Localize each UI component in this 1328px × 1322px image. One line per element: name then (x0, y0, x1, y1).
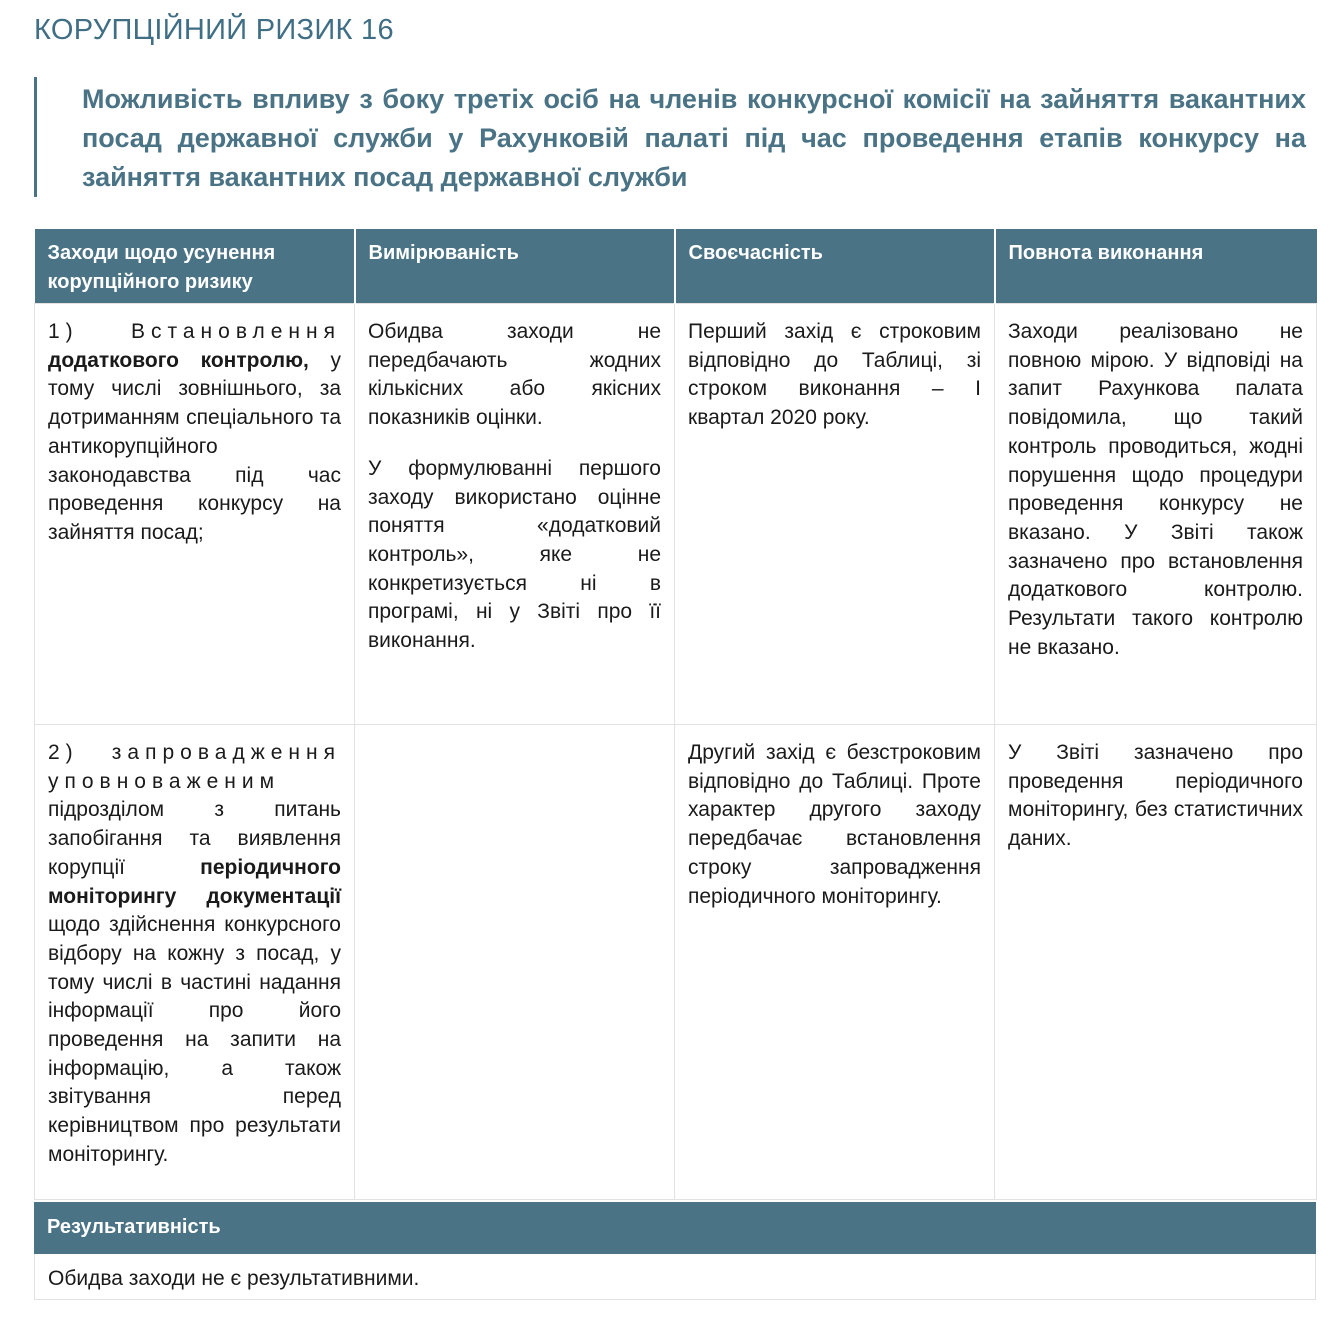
table-header-row (35, 229, 1317, 304)
measure-1-bold: додаткового контролю, (48, 348, 309, 372)
measurability-paragraph: У формулюванні першого заходу використано оцінне поняття «додатковий контроль», яке не конкретизується ні в програмі, ні у Звіті про її виконання. (368, 456, 661, 653)
measure-2-bold: періодичного моніторингу документації (48, 855, 341, 908)
table-row (35, 725, 1317, 1200)
result-text: Обидва заходи не є результативними. (34, 1254, 1316, 1300)
cell-measure-1 (35, 304, 355, 725)
cell-measurability-2 (355, 725, 675, 1200)
cell-completeness-1 (995, 304, 1317, 725)
cell-measure-2 (35, 725, 355, 1200)
result-header: Результативність (34, 1202, 1316, 1254)
title-accent-bar (34, 77, 37, 197)
cell-measurability-1 (355, 304, 675, 725)
completeness-text: Заходи реалізовано не повною мірою. У відповіді на запит Рахункова палата повідомила, що такий контроль проводиться, жодні порушення щодо процедури проведення конкурсу не вказано. У Звіті також зазначено про встановлення додаткового контролю. Результати такого контролю не вказано. (1008, 320, 1303, 659)
completeness-text: У Звіті зазначено про проведення періодичного моніторингу, без статистичних даних. (1008, 741, 1303, 851)
timeliness-text: Другий захід є безстроковим відповідно до Таблиці. Проте характер другого заходу передбачає встановлення строку запровадження періодичного моніторингу. (688, 741, 981, 908)
measure-2-middle: підрозділом з питань запобігання та виявлення корупції (48, 798, 341, 879)
column-header-completeness: Повнота виконання (995, 229, 1317, 304)
cell-completeness-2 (995, 725, 1317, 1200)
column-header-measurability: Вимірюваність (355, 229, 675, 304)
table-row (35, 304, 1317, 725)
column-header-measures: Заходи щодо усунення корупційного ризику (35, 229, 355, 304)
measure-1-rest: у тому числі зовнішнього, за дотриманням спеціального та антикорупційного законодавства під час проведення конкурсу на зайняття посад; (48, 348, 341, 544)
cell-timeliness-1 (675, 304, 995, 725)
timeliness-text: Перший захід є строковим відповідно до Таблиці, зі строком виконання – І квартал 2020 року. (688, 320, 981, 430)
column-header-timeliness: Своєчасність (675, 229, 995, 304)
measure-2-rest: щодо здійснення конкурсного відбору на кожну з посад, у тому числі в частині надання інформації про його проведення на запити на інформацію, а також звітування перед керівництвом про результати моніторингу. (48, 913, 341, 1166)
cell-timeliness-2 (675, 725, 995, 1200)
measure-1-prefix: 1) Встановлення (48, 320, 341, 343)
measurability-paragraph: Обидва заходи не передбачають жодних кількісних або якісних показників оцінки. (368, 320, 661, 430)
evaluation-table (34, 229, 1317, 1200)
page-title: Можливість впливу з боку третіх осіб на членів конкурсної комісії на зайняття вакантних посад державної служби у Рахунковій палаті під час проведення етапів конкурсу на зайняття вакантних посад державної служби (82, 84, 1306, 192)
risk-label: КОРУПЦІЙНИЙ РИЗИК 16 (34, 14, 394, 46)
measure-2-prefix: 2) запровадження уповноваженим (48, 741, 341, 793)
